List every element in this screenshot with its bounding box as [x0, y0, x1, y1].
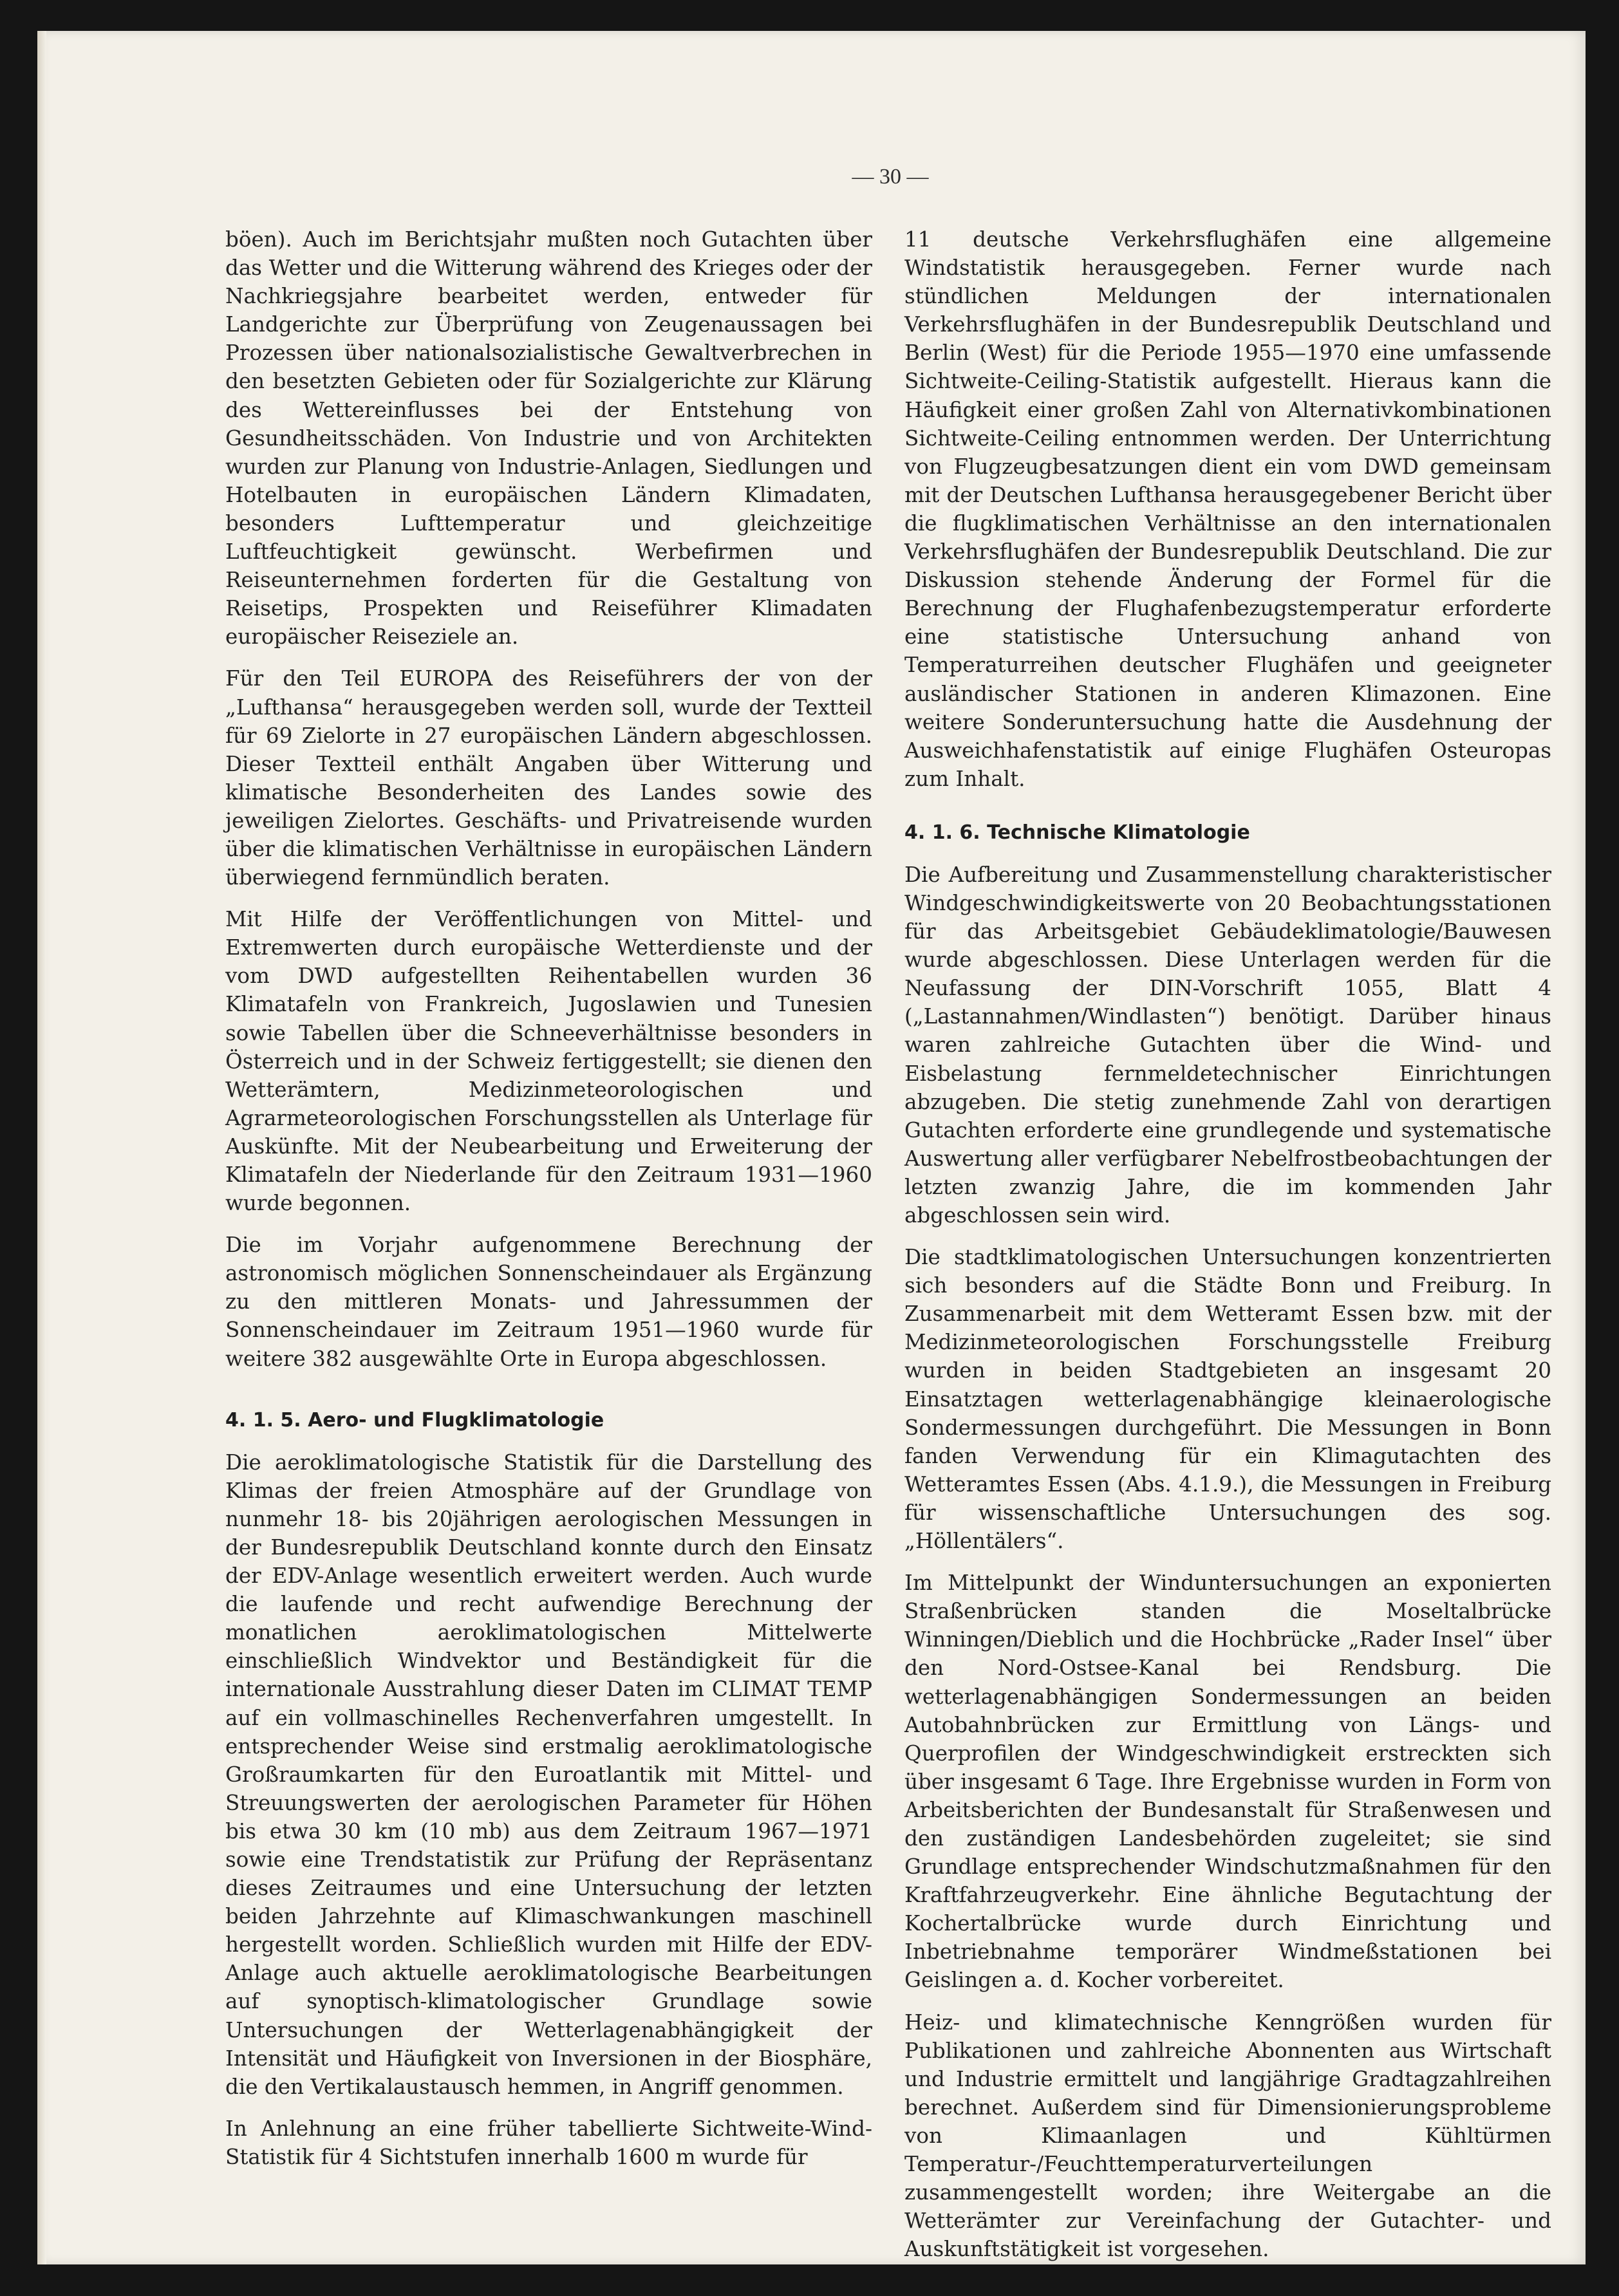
section-heading-technische: 4. 1. 6. Technische Klimatologie: [904, 821, 1250, 844]
left-column: [225, 225, 872, 2185]
left-paragraph-3: Mit Hilfe der Veröffentlichungen von Mittel- und Extremwerten durch europäische Wetterdienste und der vom DWD aufgestellten Reihentabellen wurden 36 Klimatafeln von Frankreich, Jugoslawien und Tunesien sowie Tabellen über die Schneeverhältnisse besonders in Österreich und in der Schweiz fertiggestellt; sie dienen den Wetterämtern, Medizinmeteorologischen und Agrarmeteorologischen Forschungsstellen als Unterlage für Auskünfte. Mit der Neubearbeitung und Erweiterung der Klimatafeln der Niederlande für den Zeitraum 1931—1960 wurde begonnen.: [225, 907, 872, 1216]
left-paragraph-4: Die im Vorjahr aufgenommene Berechnung der astronomisch möglichen Sonnenscheindauer als Ergänzung zu den mittleren Monats- und Jahressummen der Sonnenscheindauer im Zeitraum 1951—1960 wurde für weitere 382 ausgewählte Orte in Europa abgeschlossen.: [225, 1233, 872, 1371]
right-paragraph-4: Im Mittelpunkt der Winduntersuchungen an exponierten Straßenbrücken standen die Moseltalbrücke Winningen/Dieblich und die Hochbrücke „Rader Insel“ über den Nord-Ostsee-Kanal bei Rendsburg. Die wetterlagenabhängigen Sondermessungen an beiden Autobahnbrücken zur Ermittlung von Längs- und Querprofilen der Windgeschwindigkeit erstreckten sich über insgesamt 6 Tage. Ihre Ergebnisse wurden in Form von Arbeitsberichten der Bundesanstalt für Straßenwesen und den zuständigen Landesbehörden zugeleitet; sie sind Grundlage entsprechender Windschutzmaßnahmen für den Kraftfahrzeugverkehr. Eine ähnliche Begutachtung der Kochertalbrücke wurde durch Einrichtung und Inbetriebnahme temporärer Windmeßstationen bei Geislingen a. d. Kocher vorbereitet.: [904, 1571, 1551, 1993]
right-column: [904, 225, 1551, 2277]
page-edge-shadow: [37, 31, 46, 2264]
left-paragraph-2: Für den Teil EUROPA des Reiseführers der von der „Lufthansa“ herausgegeben werden soll, wurde der Textteil für 69 Zielorte in 27 europäischen Ländern abgeschlossen. Dieser Textteil enthält Angaben über Witterung und klimatische Besonderheiten des Landes sowie des jeweiligen Zielortes. Geschäfts- und Privatreisende wurden über die klimatischen Verhältnisse in europäischen Ländern überwiegend fernmündlich beraten.: [225, 666, 872, 890]
right-paragraph-1: 11 deutsche Verkehrsflughäfen eine allgemeine Windstatistik herausgegeben. Ferner wurde nach stündlichen Meldungen der internationalen Verkehrsflughäfen in der Bundesrepublik Deutschland und Berlin (West) für die Periode 1955—1970 eine umfassende Sichtweite-Ceiling-Statistik aufgestellt. Hieraus kann die Häufigkeit einer großen Zahl von Alternativkombinationen Sichtweite-Ceiling entnommen werden. Der Unterrichtung von Flugzeugbesatzungen dient ein vom DWD gemeinsam mit der Deutschen Lufthansa herausgegebener Bericht über die flugklimatischen Verhältnisse an den internationalen Verkehrsflughäfen der Bundesrepublik Deutschland. Die zur Diskussion stehende Änderung der Formel für die Berechnung der Flughafenbezugstemperatur erforderte eine statistische Untersuchung anhand von Temperaturreihen deutscher Flughäfen und geeigneter ausländischer Stationen in anderen Klimazonen. Eine weitere Sonderuntersuchung hatte die Ausdehnung der Ausweichhafenstatistik auf einige Flughäfen Osteuropas zum Inhalt.: [904, 227, 1551, 791]
left-paragraph-1: böen). Auch im Berichtsjahr mußten noch Gutachten über das Wetter und die Witterung während des Krieges oder der Nachkriegsjahre bearbeitet werden, entweder für Landgerichte zur Überprüfung von Zeugenaussagen bei Prozessen über nationalsozialistische Gewaltverbrechen in den besetzten Gebieten oder für Sozialgerichte zur Klärung des Wettereinflusses bei der Entstehung von Gesundheitsschäden. Von Industrie und von Architekten wurden zur Planung von Industrie-Anlagen, Siedlungen und Hotelbauten in europäischen Ländern Klimadaten, besonders Lufttemperatur und gleichzeitige Luftfeuchtigkeit gewünscht. Werbefirmen und Reiseunternehmen forderten für die Gestaltung von Reisetips, Prospekten und Reiseführer Klimadaten europäischer Reiseziele an.: [225, 227, 872, 649]
left-paragraph-5: Die aeroklimatologische Statistik für die Darstellung des Klimas der freien Atmosphäre auf der Grundlage von nunmehr 18- bis 20jährigen aerologischen Messungen in der Bundesrepublik Deutschland konnte durch den Einsatz der EDV-Anlage wesentlich erweitert werden. Auch wurde die laufende und recht aufwendige Berechnung der monatlichen aeroklimatologischen Mittelwerte einschließlich Windvektor und Beständigkeit für die internationale Ausstrahlung dieser Daten im CLIMAT TEMP auf ein vollmaschinelles Rechenverfahren umgestellt. In entsprechender Weise sind erstmalig aeroklimatologische Großraumkarten für den Euroatlantik mit Mittel- und Streuungswerten der aerologischen Parameter für Höhen bis etwa 30 km (10 mb) aus dem Zeitraum 1967—1971 sowie eine Trendstatistik zur Prüfung der Repräsentanz dieses Zeitraumes und eine Untersuchung der letzten beiden Jahrzehnte auf Klimaschwankungen maschinell hergestellt worden. Schließlich wurden mit Hilfe der EDV-Anlage auch aktuelle aeroklimatologische Bearbeitungen auf synoptisch-klimatologischer Grundlage sowie Untersuchungen der Wetterlagenabhängigkeit der Intensität und Häufigkeit von Inversionen in der Biosphäre, die den Vertikalaustausch hemmen, in Angriff genommen.: [225, 1450, 872, 2099]
right-paragraph-5: Heiz- und klimatechnische Kenngrößen wurden für Publikationen und zahlreiche Abonnenten aus Wirtschaft und Industrie ermittelt und langjährige Gradtagzahlreihen berechnet. Außerdem sind für Dimensionierungsprobleme von Klimaanlagen und Kühltürmen Temperatur-/Feuchttemperaturverteilungen zusammengestellt worden; ihre Weitergabe an die Wetterämter zur Vereinfachung der Gutachter- und Auskunftstätigkeit ist vorgesehen.: [904, 2010, 1551, 2262]
left-paragraph-6: In Anlehnung an eine früher tabellierte Sichtweite-Wind-Statistik für 4 Sichtstufen innerhalb 1600 m wurde für: [225, 2116, 872, 2169]
page-number: — 30 —: [852, 165, 929, 189]
right-paragraph-2: Die Aufbereitung und Zusammenstellung charakteristischer Windgeschwindigkeitswerte von 20 Beobachtungsstationen für das Arbeitsgebiet Gebäudeklimatologie/Bauwesen wurde abgeschlossen. Diese Unterlagen werden für die Neufassung der DIN-Vorschrift 1055, Blatt 4 („Lastannahmen/Windlasten“) benötigt. Darüber hinaus waren zahlreiche Gutachten über die Wind- und Eisbelastung fernmeldetechnischer Einrichtungen abzugeben. Die stetig zunehmende Zahl von derartigen Gutachten erforderte eine grundlegende und systematische Auswertung aller verfügbarer Nebelfrostbeobachtungen der letzten zwanzig Jahre, die im kommenden Jahr abgeschlossen sein wird.: [904, 862, 1551, 1227]
section-heading-aero: 4. 1. 5. Aero- und Flugklimatologie: [225, 1408, 604, 1432]
right-paragraph-3: Die stadtklimatologischen Untersuchungen konzentrierten sich besonders auf die Städte Bonn und Freiburg. In Zusammenarbeit mit dem Wetteramt Essen bzw. mit der Medizinmeteorologischen Forschungsstelle Freiburg wurden in beiden Stadtgebieten an insgesamt 20 Einsatztagen wetterlagenabhängige kleinaerologische Sondermessungen durchgeführt. Die Messungen in Bonn fanden Verwendung für ein Klimagutachten des Wetteramtes Essen (Abs. 4.1.9.), die Messungen in Freiburg für wissenschaftliche Untersuchungen des sog. „Höllentälers“.: [904, 1245, 1551, 1554]
